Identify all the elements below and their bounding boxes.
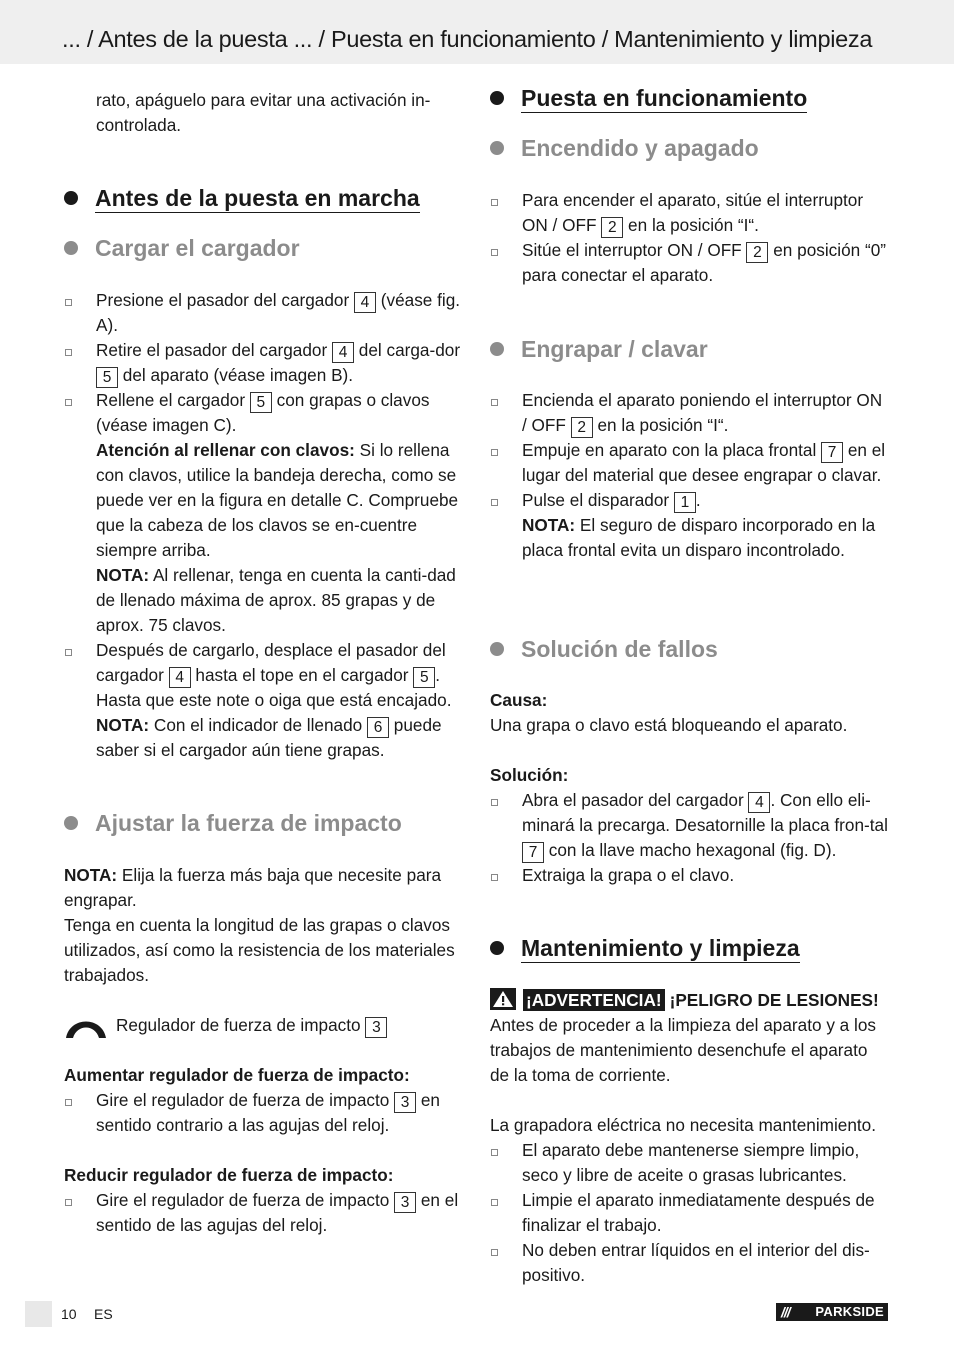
bullet-icon [490, 141, 504, 155]
checkbox-bullet-icon [491, 1149, 498, 1156]
ref-number: 5 [250, 392, 272, 413]
list-item: Abra el pasador del cargador 4 . Con ello eli-minará la precarga. Desatornille la placa fron-tal 7 con la llave macho hexagonal (fig. D). [490, 788, 890, 863]
checkbox-bullet-icon [491, 1199, 498, 1206]
note-label: NOTA: [96, 565, 150, 585]
warning-triangle-icon [490, 988, 516, 1010]
ref-number: 5 [413, 667, 435, 688]
solucion-block [490, 688, 890, 888]
note-label: NOTA: [96, 715, 150, 735]
reducir-title: Reducir regulador de fuerza de impacto: [64, 1165, 394, 1185]
list-item: Para encender el aparato, sitúe el interruptor ON / OFF 2 en la posición “I“. [490, 188, 890, 238]
checkbox-bullet-icon [491, 874, 498, 881]
list-item: Gire el regulador de fuerza de impacto 3 en sentido contrario a las agujas del reloj. [64, 1088, 464, 1138]
ref-number: 6 [367, 717, 389, 738]
section-heading-antes: Antes de la puesta en marcha [64, 183, 420, 213]
list-item: Rellene el cargador 5 con grapas o clavos (véase imagen C). Atención al rellenar con clavos: Si lo rellena con clavos, utilice la bandeja derecha, como se puede ver en la figura en detalle C. Compruebe que la cabeza de los clavos se en-cuentre siempre arriba. NOTA: Al rellenar, tenga en cuenta la canti-dad de llenado máxima de aprox. 85 grapas y de aprox. 75 clavos. [64, 388, 464, 638]
checkbox-bullet-icon [491, 399, 498, 406]
ref-number: 4 [354, 292, 376, 313]
intro-paragraph: rato, apáguelo para evitar una activación in-controlada. [96, 90, 431, 135]
warning-text: ¡PELIGRO DE LESIONES! [669, 990, 879, 1010]
bullet-icon [64, 191, 78, 205]
bullet-icon [490, 342, 504, 356]
section-heading-mantenimiento: Mantenimiento y limpieza [490, 933, 800, 963]
ref-number: 2 [746, 242, 768, 263]
ref-number: 4 [748, 792, 770, 813]
ref-number: 4 [332, 342, 354, 363]
checkbox-bullet-icon [491, 249, 498, 256]
checkbox-bullet-icon [491, 449, 498, 456]
subheading-ajustar: Ajustar la fuerza de impacto [64, 808, 402, 838]
brand-slashes-icon: /// [781, 1304, 790, 1320]
subheading-encendido: Encendido y apagado [490, 133, 759, 163]
cargar-list [64, 288, 464, 763]
list-item: No deben entrar líquidos en el interior del dis-positivo. [490, 1238, 890, 1288]
list-item: Presione el pasador del cargador 4 (véase fig. A). [64, 288, 464, 338]
list-item: Limpie el aparato inmediatamente después de finalizar el trabajo. [490, 1188, 890, 1238]
aumentar-title: Aumentar regulador de fuerza de impacto: [64, 1065, 410, 1085]
list-item: Empuje en aparato con la placa frontal 7 en el lugar del material que desee engrapar o clavar. [490, 438, 890, 488]
list-item: Encienda el aparato poniendo el interruptor ON / OFF 2 en la posición “I“. [490, 388, 890, 438]
ref-number: 3 [365, 1017, 387, 1038]
ajustar-text: NOTA: Elija la fuerza más baja que necesite para engrapar. Tenga en cuenta la longitud de las grapas o clavos utilizados, así como la resistencia de los materiales trabajados. [64, 865, 455, 985]
ref-number: 1 [674, 492, 696, 513]
checkbox-bullet-icon [65, 299, 72, 306]
list-item: Gire el regulador de fuerza de impacto 3 en el sentido de las agujas del reloj. [64, 1188, 464, 1238]
ref-number: 4 [169, 667, 191, 688]
warning-line [490, 988, 879, 1013]
ref-number: 2 [601, 217, 623, 238]
checkbox-bullet-icon [491, 199, 498, 206]
aumentar-block [64, 1063, 464, 1138]
checkbox-bullet-icon [65, 399, 72, 406]
bullet-icon [64, 241, 78, 255]
mant-paragraph: La grapadora eléctrica no necesita mantenimiento. [490, 1115, 876, 1135]
note-label: NOTA: [64, 865, 118, 885]
checkbox-bullet-icon [491, 499, 498, 506]
mant-paragraph: Antes de proceder a la limpieza del aparato y a los trabajos de mantenimiento desenchufe el aparato de la toma de corriente. [490, 1015, 876, 1085]
checkbox-bullet-icon [65, 649, 72, 656]
encendido-list [490, 188, 890, 288]
checkbox-bullet-icon [65, 1199, 72, 1206]
causa-label: Causa: [490, 690, 548, 710]
checkbox-bullet-icon [65, 349, 72, 356]
engrapar-list [490, 388, 890, 563]
ref-number: 7 [522, 842, 544, 863]
note-label: NOTA: [522, 515, 576, 535]
causa-text: Una grapa o clavo está bloqueando el aparato. [490, 715, 848, 735]
checkbox-bullet-icon [491, 799, 498, 806]
checkbox-bullet-icon [491, 1249, 498, 1256]
subheading-engrapar: Engrapar / clavar [490, 334, 708, 364]
ref-number: 2 [571, 417, 593, 438]
subheading-cargar: Cargar el cargador [64, 233, 300, 263]
regulator-legend: Regulador de fuerza de impacto 3 [64, 1013, 464, 1038]
footer-marker [25, 1301, 52, 1327]
ref-number: 3 [394, 1092, 416, 1113]
section-heading-puesta: Puesta en funcionamiento [490, 83, 807, 113]
page-number: 10 [61, 1306, 77, 1322]
ref-number: 5 [96, 367, 118, 388]
list-item: Después de cargarlo, desplace el pasador del cargador 4 hasta el tope en el cargador 5 . Hasta que este note o oiga que está encajado. NOTA: Con el indicador de llenado 6 puede saber si el cargador aún tiene grapas. [64, 638, 464, 763]
reducir-block [64, 1163, 464, 1238]
ref-number: 7 [821, 442, 843, 463]
bullet-icon [490, 91, 504, 105]
attention-label: Atención al rellenar con clavos: [96, 440, 355, 460]
mantenimiento-block [490, 1013, 890, 1288]
bullet-icon [490, 941, 504, 955]
language-code: ES [94, 1306, 113, 1322]
page-title: ... / Antes de la puesta ... / Puesta en funcionamiento / Mantenimiento y limpieza [62, 26, 873, 52]
bullet-icon [64, 816, 78, 830]
list-item: Extraiga la grapa o el clavo. [490, 863, 890, 888]
ref-number: 3 [394, 1192, 416, 1213]
warning-badge: ¡ADVERTENCIA! [523, 989, 665, 1011]
bullet-icon [490, 642, 504, 656]
solucion-label: Solución: [490, 765, 569, 785]
subheading-solucion: Solución de fallos [490, 634, 718, 664]
list-item: Sitúe el interruptor ON / OFF 2 en posición “0” para conectar el aparato. [490, 238, 890, 288]
list-item: Retire el pasador del cargador 4 del carga-dor 5 del aparato (véase imagen B). [64, 338, 464, 388]
checkbox-bullet-icon [65, 1099, 72, 1106]
brand-logo: /// PARKSIDE [776, 1303, 888, 1321]
list-item: Pulse el disparador 1 . NOTA: El seguro de disparo incorporado en la placa frontal evita un disparo incontrolado. [490, 488, 890, 563]
list-item: El aparato debe mantenerse siempre limpio, seco y libre de aceite o grasas lubricantes. [490, 1138, 890, 1188]
